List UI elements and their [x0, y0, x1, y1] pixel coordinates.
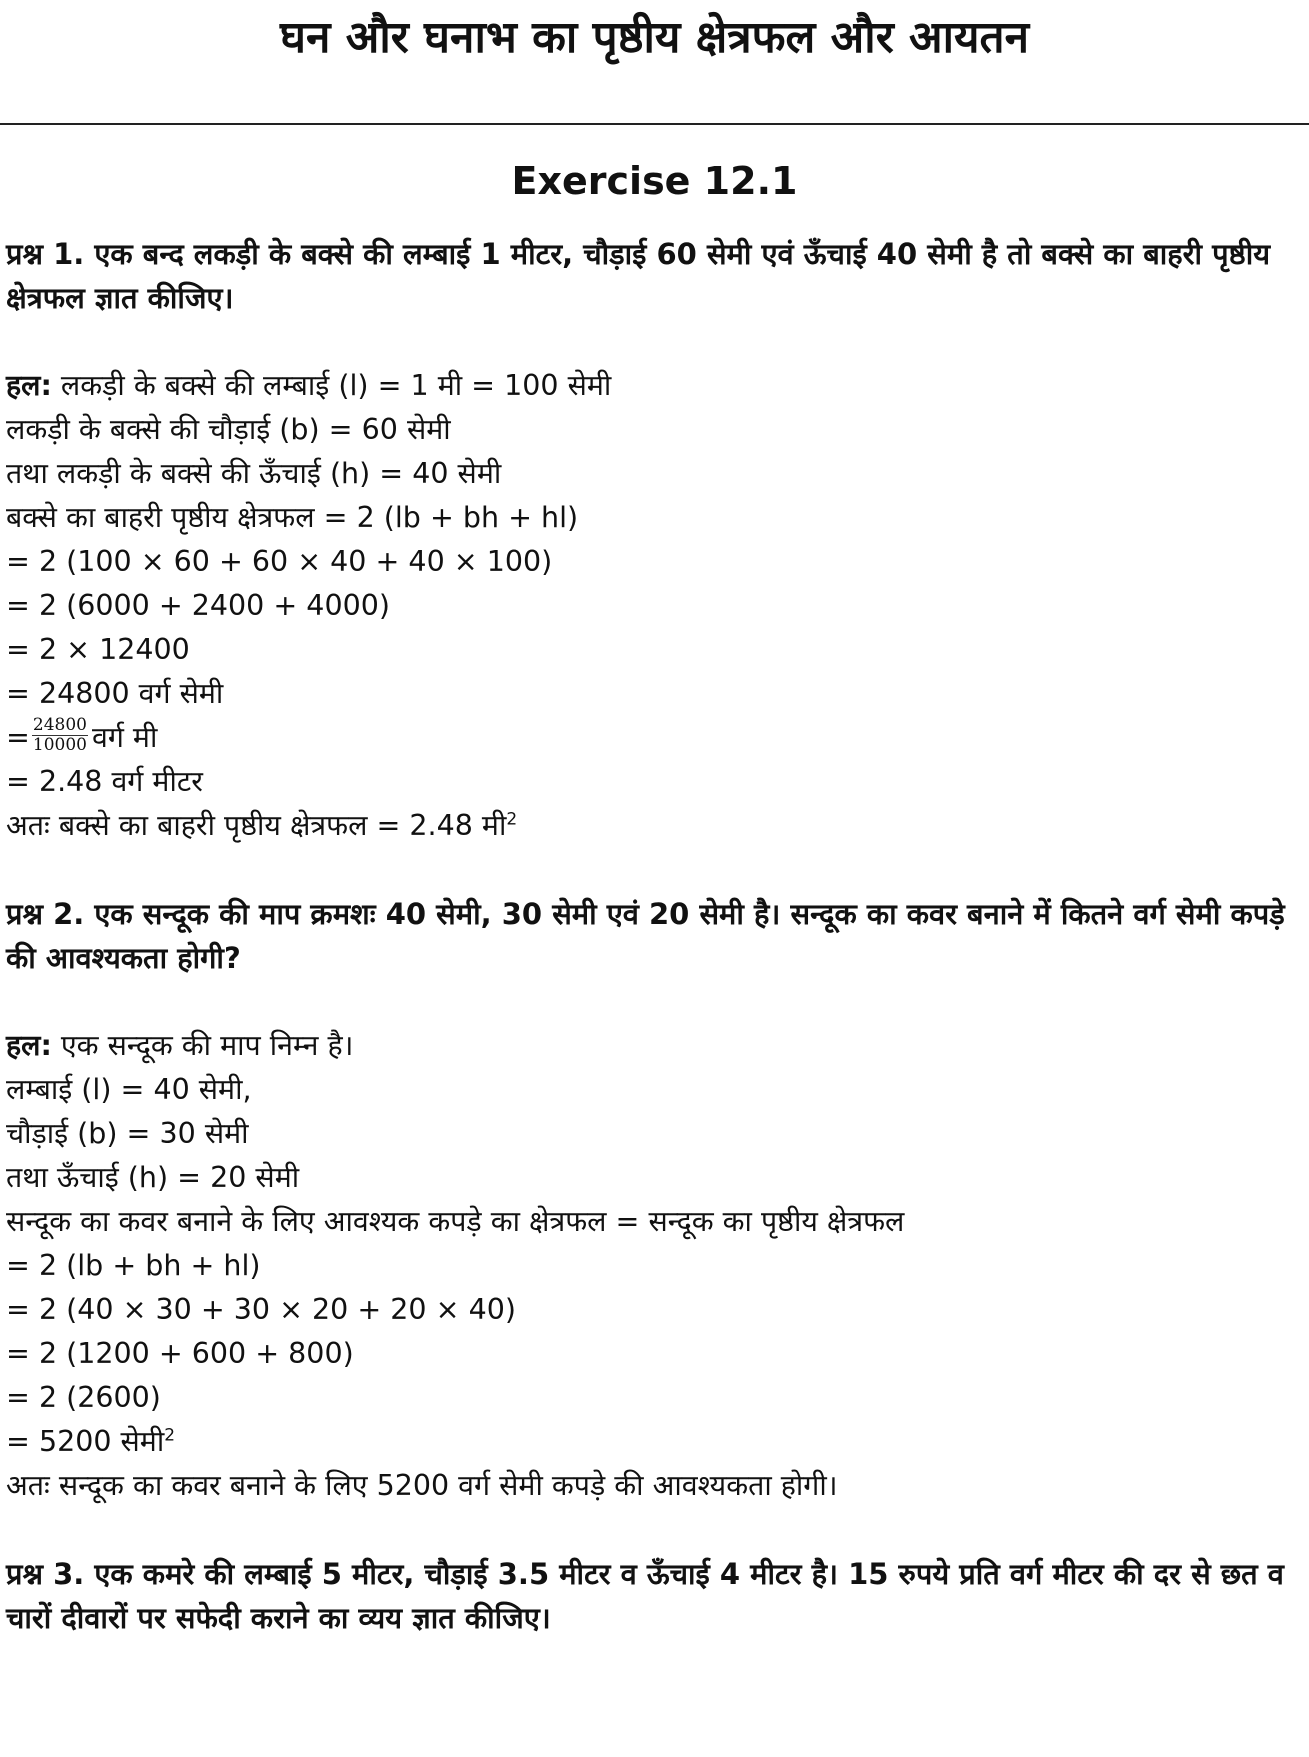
superscript: 2 — [164, 1425, 176, 1446]
solution-2-line: = 2 (1200 + 600 + 800) — [6, 1337, 354, 1370]
solution-2-line: चौड़ाई (b) = 30 सेमी — [6, 1117, 249, 1150]
equals-sign: = — [6, 721, 30, 754]
solution-2-result — [6, 1420, 1302, 1464]
solution-1-line: = 2 × 12400 — [6, 633, 190, 666]
solution-2-line: सन्दूक का कवर बनाने के लिए आवश्यक कपड़े का क्षेत्रफल = सन्दूक का पृष्ठीय क्षेत्रफल — [6, 1205, 905, 1238]
result-text: = 5200 सेमी — [6, 1425, 165, 1458]
solution-2 — [6, 1024, 1302, 1508]
hal-text: एक सन्दूक की माप निम्न है। — [51, 1029, 354, 1062]
solution-2-conclusion: अतः सन्दूक का कवर बनाने के लिए 5200 वर्ग सेमी कपड़े की आवश्यकता होगी। — [6, 1469, 838, 1502]
hal-text: लकड़ी के बक्से की लम्बाई (l) = 1 मी = 100 सेमी — [51, 369, 612, 402]
solution-1-line: = 2 (100 × 60 + 60 × 40 + 40 × 100) — [6, 545, 553, 578]
solution-1-intro — [6, 364, 1302, 408]
solution-1-fraction-line — [6, 716, 1302, 760]
fraction — [32, 714, 88, 755]
question-3: प्रश्न 3. एक कमरे की लम्बाई 5 मीटर, चौड़ाई 3.5 मीटर व ऊँचाई 4 मीटर है। 15 रुपये प्रति वर्ग मीटर की दर से छत व चारों दीवारों पर सफेदी कराने का व्यय ज्ञात कीजिए। — [6, 1557, 1284, 1635]
fraction-numerator: 24800 — [32, 714, 87, 735]
solution-1 — [6, 364, 1302, 848]
question-1: प्रश्न 1. एक बन्द लकड़ी के बक्से की लम्बाई 1 मीटर, चौड़ाई 60 सेमी एवं ऊँचाई 40 सेमी है तो बक्से का बाहरी पृष्ठीय क्षेत्रफल ज्ञात कीजिए। — [6, 237, 1271, 315]
exercise-heading: Exercise 12.1 — [511, 159, 798, 203]
solution-2-line: = 2 (40 × 30 + 30 × 20 + 20 × 40) — [6, 1293, 516, 1326]
fraction-unit: वर्ग मी — [91, 721, 158, 754]
page-title: घन और घनाभ का पृष्ठीय क्षेत्रफल और आयतन — [279, 12, 1029, 63]
question-2: प्रश्न 2. एक सन्दूक की माप क्रमशः 40 सेमी, 30 सेमी एवं 20 सेमी है। सन्दूक का कवर बनाने में कितने वर्ग सेमी कपड़े की आवश्यकता होगी? — [6, 897, 1285, 975]
fraction-denominator: 10000 — [32, 734, 87, 755]
solution-2-line: लम्बाई (l) = 40 सेमी, — [6, 1073, 252, 1106]
solution-2-line: तथा ऊँचाई (h) = 20 सेमी — [6, 1161, 300, 1194]
solution-1-line: = 24800 वर्ग सेमी — [6, 677, 224, 710]
solution-1-line: तथा लकड़ी के बक्से की ऊँचाई (h) = 40 सेमी — [6, 457, 502, 490]
solution-1-line: = 2.48 वर्ग मीटर — [6, 765, 203, 798]
solution-2-line: = 2 (lb + bh + hl) — [6, 1249, 261, 1282]
solution-1-line: लकड़ी के बक्से की चौड़ाई (b) = 60 सेमी — [6, 413, 451, 446]
hal-label: हल: — [6, 1029, 52, 1062]
solution-1-line: बक्से का बाहरी पृष्ठीय क्षेत्रफल = 2 (lb + bh + hl) — [6, 501, 579, 534]
solution-2-intro — [6, 1024, 1302, 1068]
solution-1-line: = 2 (6000 + 2400 + 4000) — [6, 589, 390, 622]
content — [6, 232, 1302, 1684]
title-divider — [0, 123, 1309, 125]
hal-label: हल: — [6, 369, 52, 402]
conclusion-text: अतः बक्से का बाहरी पृष्ठीय क्षेत्रफल = 2.48 मी — [6, 809, 507, 842]
solution-2-line: = 2 (2600) — [6, 1381, 161, 1414]
superscript: 2 — [506, 809, 518, 830]
solution-1-conclusion — [6, 804, 1302, 848]
